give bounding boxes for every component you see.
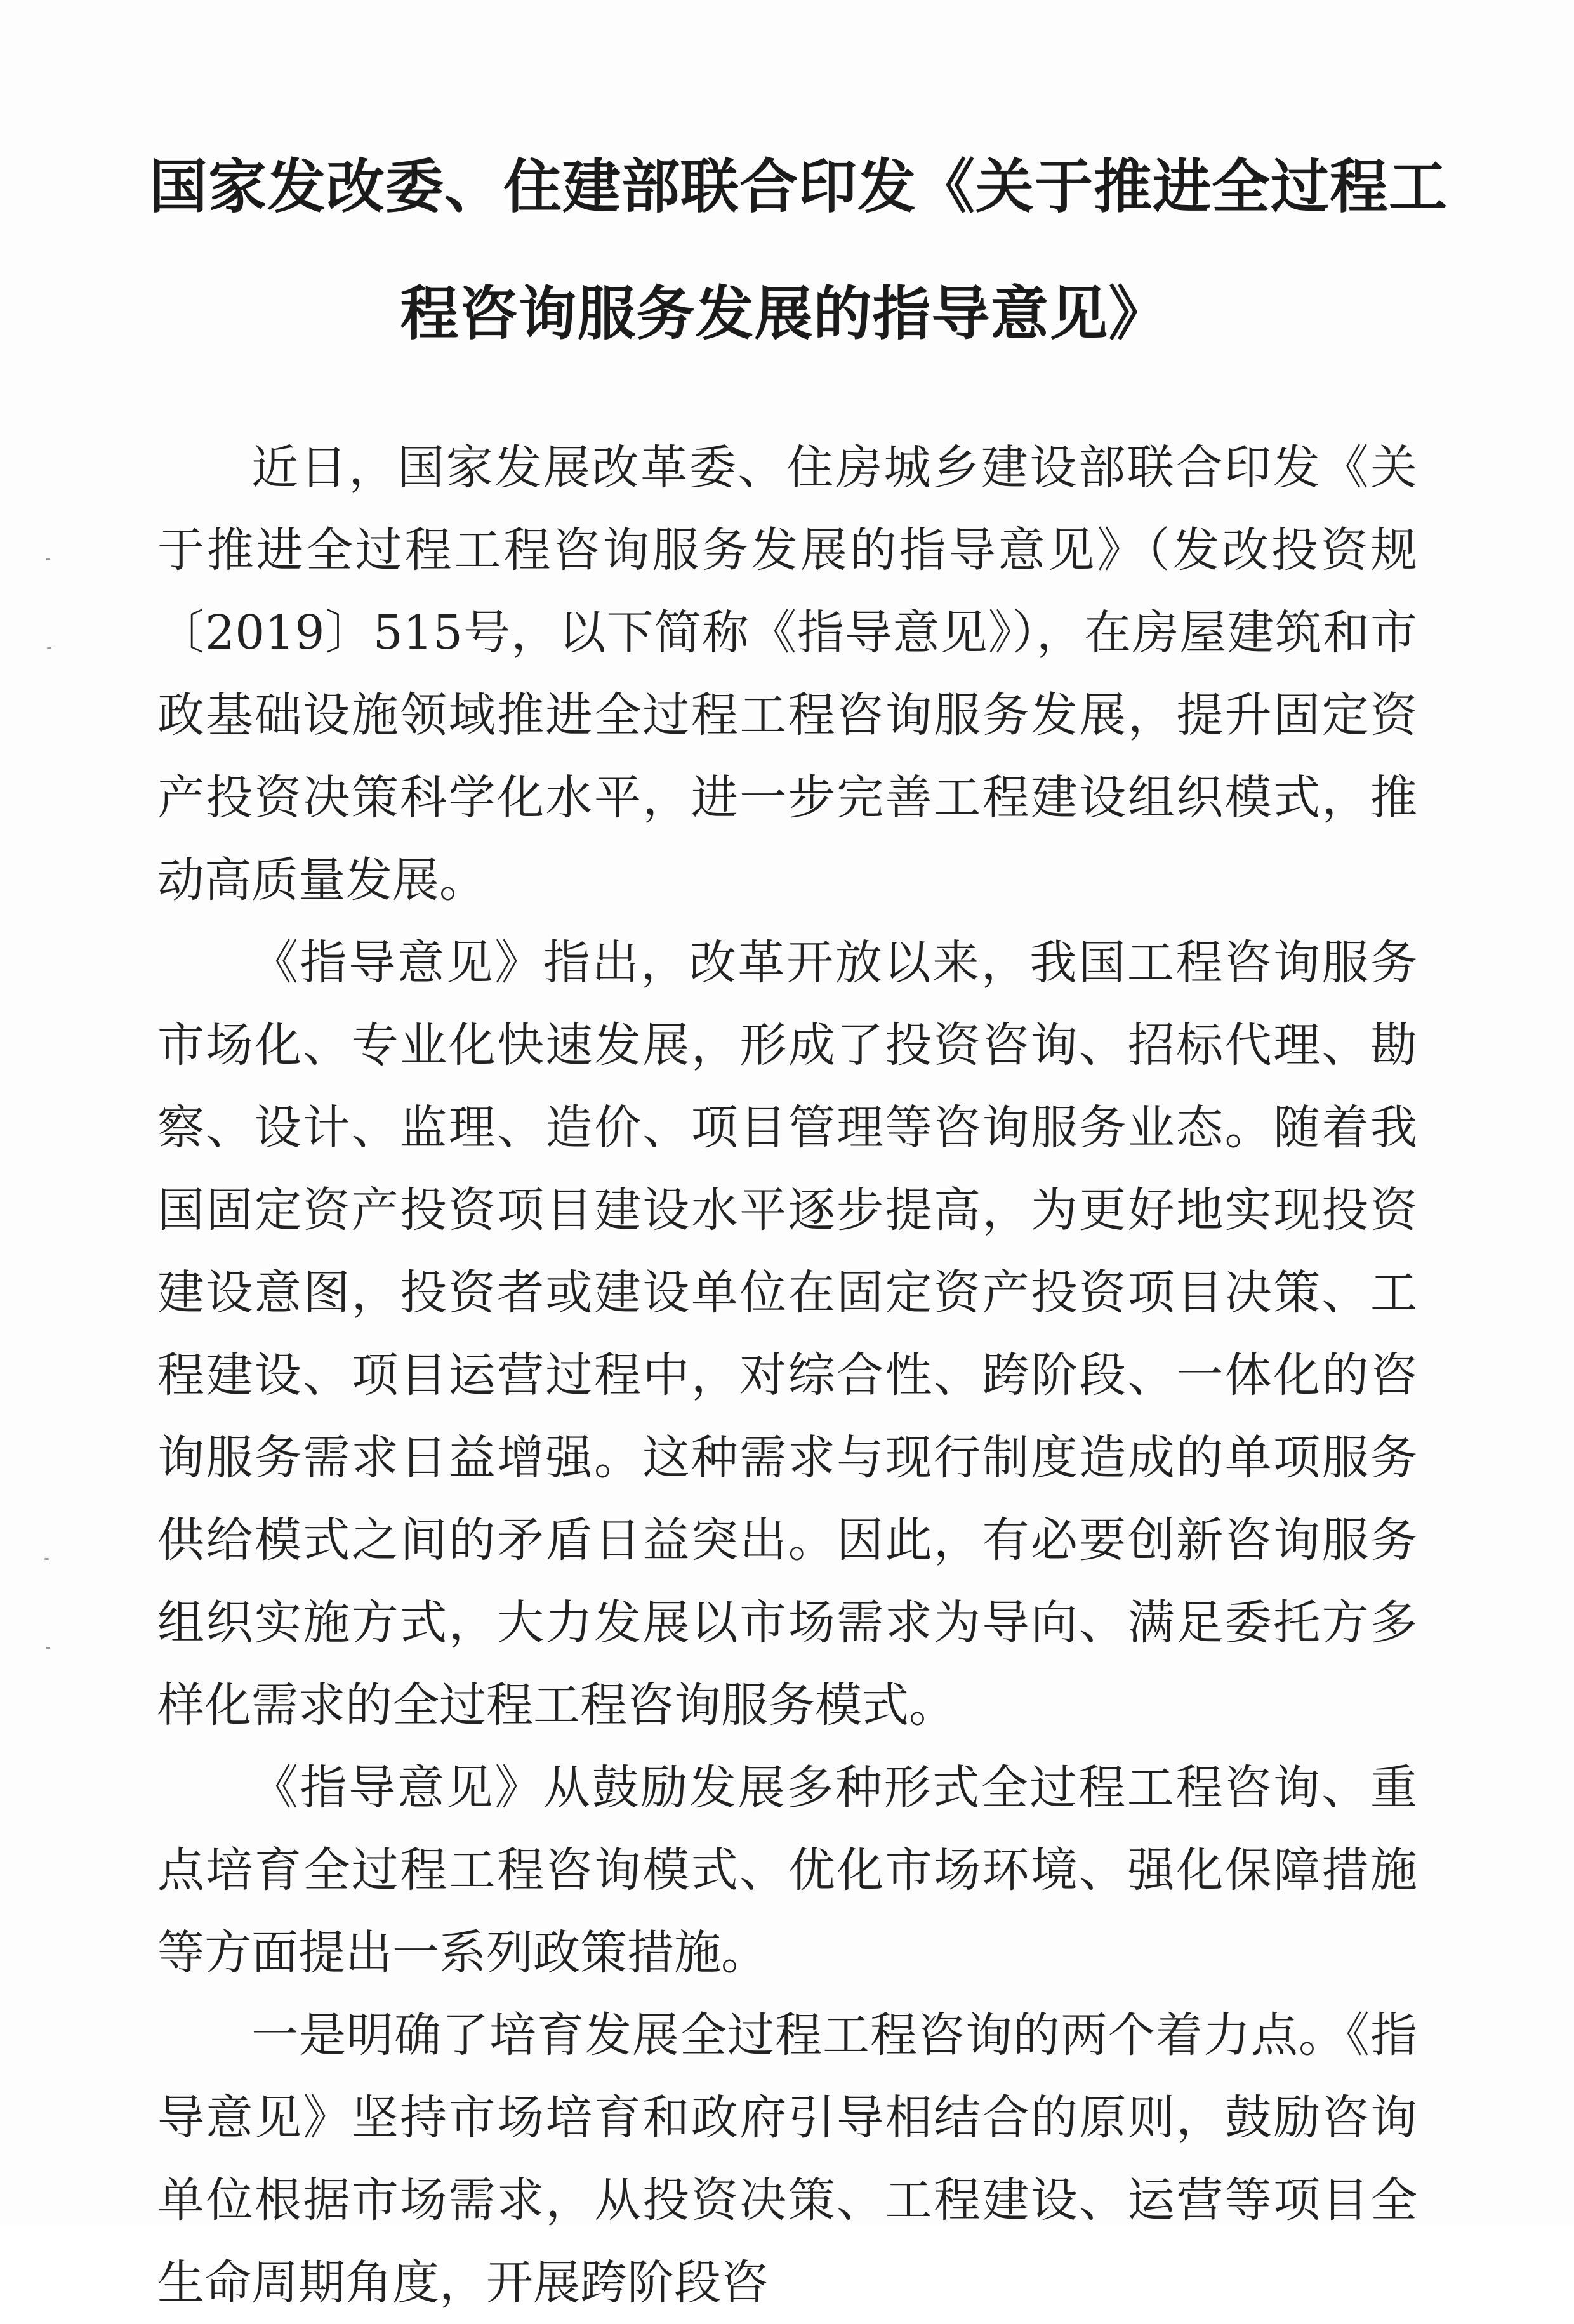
document-body (157, 426, 1417, 2324)
scan-speck (46, 558, 50, 560)
document-title-line-1: 国家发改委、住建部联合印发《关于推进全过程工 (149, 152, 1448, 221)
scan-speck (46, 1647, 50, 1649)
paragraph-4: 一是明确了培育发展全过程工程咨询的两个着力点。《指导意见》坚持市场培育和政府引导相结合的原则，鼓励咨询单位根据市场需求，从投资决策、工程建设、运营等项目全生命周期角度，开展跨阶段咨 (157, 2008, 1417, 2310)
paragraph-1: 近日，国家发展改革委、住房城乡建设部联合印发《关于推进全过程工程咨询服务发展的指导意见》（发改投资规〔2019〕515号，以下简称《指导意见》），在房屋建筑和市政基础设施领域推进全过程工程咨询服务发展，提升固定资产投资决策科学化水平，进一步完善工程建设组织模式，推动高质量发展。 (157, 440, 1417, 908)
scan-speck (44, 1558, 49, 1560)
scan-speck (47, 647, 51, 649)
paragraph-2: 《指导意见》指出，改革开放以来，我国工程咨询服务市场化、专业化快速发展，形成了投资咨询、招标代理、勘察、设计、监理、造价、项目管理等咨询服务业态。随着我国固定资产投资项目建设水平逐步提高，为更好地实现投资建设意图，投资者或建设单位在固定资产投资项目决策、工程建设、项目运营过程中，对综合性、跨阶段、一体化的咨询服务需求日益增强。这种需求与现行制度造成的单项服务供给模式之间的矛盾日益突出。因此，有必要创新咨询服务组织实施方式，大力发展以市场需求为导向、满足委托方多样化需求的全过程工程咨询服务模式。 (157, 935, 1417, 1733)
paragraph-3: 《指导意见》从鼓励发展多种形式全过程工程咨询、重点培育全过程工程咨询模式、优化市场环境、强化保障措施等方面提出一系列政策措施。 (157, 1760, 1417, 1980)
document-title-line-2: 程咨询服务发展的指导意见》 (400, 279, 1168, 348)
